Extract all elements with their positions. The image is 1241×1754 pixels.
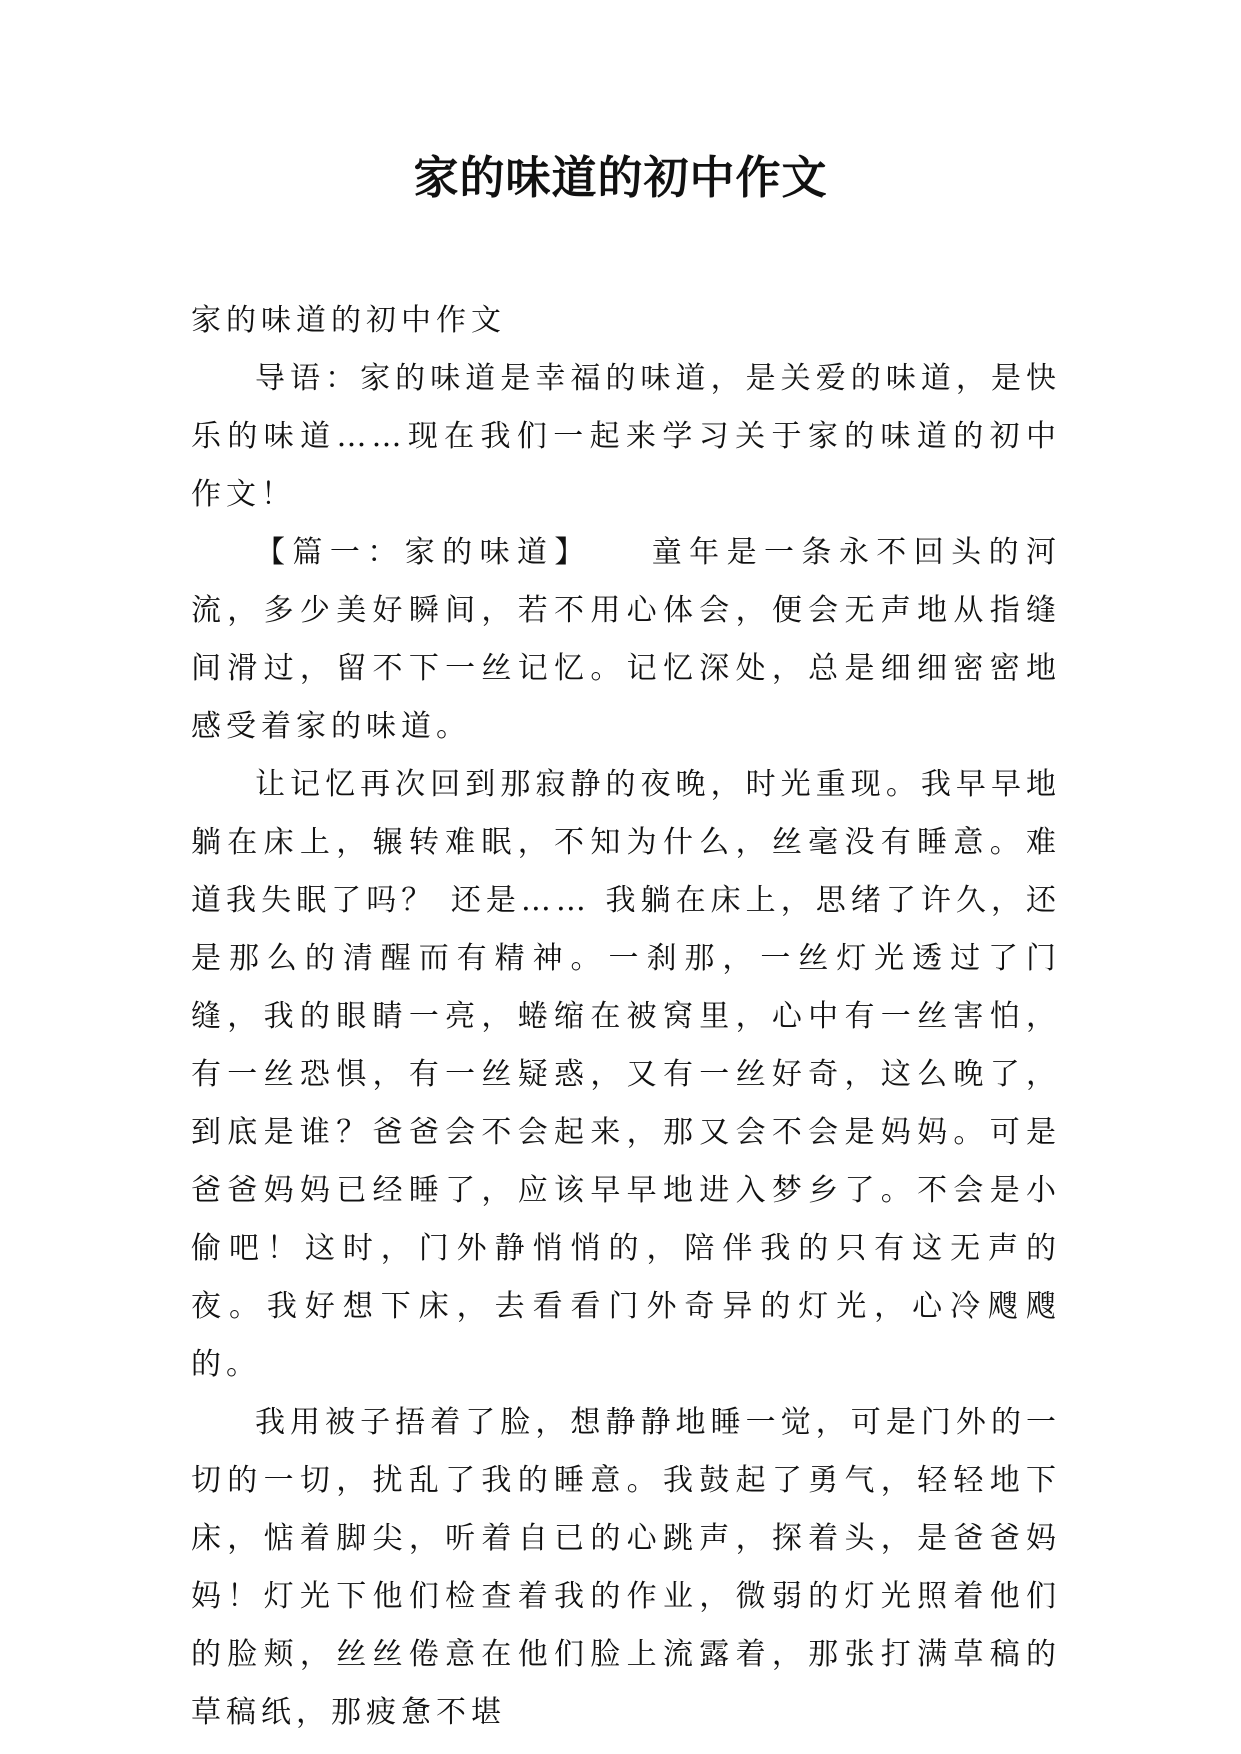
document-title: 家的味道的初中作文: [413, 151, 828, 204]
paragraph-section-one: 【篇一：家的味道】 童年是一条永不回头的河流，多少美好瞬间，若不用心体会，便会无声地从指缝间滑过，留不下一丝记忆。记忆深处，总是细细密密地感受着家的味道。: [191, 535, 1061, 744]
paragraph-night-memory: 让记忆再次回到那寂静的夜晚，时光重现。我早早地躺在床上，辗转难眠，不知为什么，丝毫没有睡意。难道我失眠了吗？ 还是…… 我躺在床上，思绪了许久，还是那么的清醒而有精神。一刹那，一丝灯光透过了门缝，我的眼睛一亮，蜷缩在被窝里，心中有一丝害怕，有一丝恐惧，有一丝疑惑，又有一丝好奇，这么晚了，到底是谁？爸爸会不会起来，那又会不会是妈妈。可是爸爸妈妈已经睡了，应该早早地进入梦乡了。不会是小偷吧！这时，门外静悄悄的，陪伴我的只有这无声的夜。我好想下床，去看看门外奇异的灯光，心冷飕飕的。: [191, 767, 1061, 1382]
document-body: [191, 292, 1061, 1742]
document-subtitle: 家的味道的初中作文: [191, 303, 506, 338]
paragraph-parents: 我用被子捂着了脸，想静静地睡一觉，可是门外的一切的一切，扰乱了我的睡意。我鼓起了勇气，轻轻地下床，惦着脚尖，听着自已的心跳声，探着头，是爸爸妈妈！灯光下他们检查着我的作业，微弱的灯光照着他们的脸颊，丝丝倦意在他们脸上流露着，那张打满草稿的草稿纸，那疲惫不堪: [191, 1405, 1061, 1730]
paragraph-intro: 导语：家的味道是幸福的味道，是关爱的味道，是快乐的味道……现在我们一起来学习关于家的味道的初中作文！: [191, 361, 1061, 512]
